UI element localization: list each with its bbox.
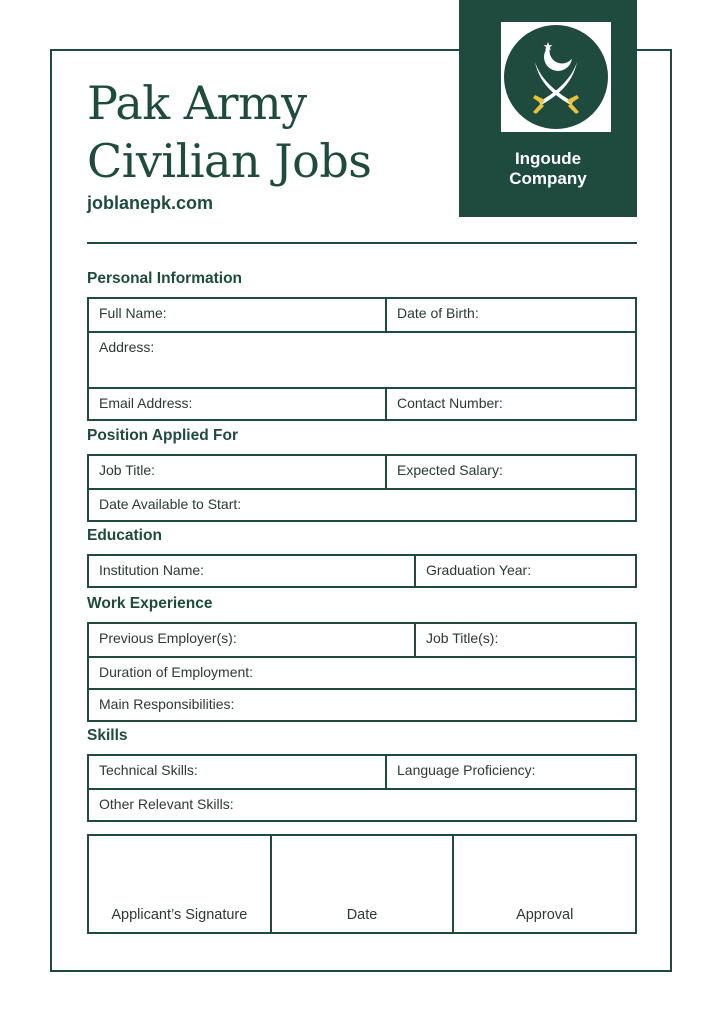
- title-line-2: Civilian Jobs: [87, 134, 372, 188]
- contact-number-field[interactable]: Contact Number:: [385, 389, 635, 419]
- approval-box[interactable]: [452, 836, 635, 932]
- table-row: [89, 624, 635, 656]
- other-skills-field[interactable]: Other Relevant Skills:: [99, 796, 234, 812]
- table-row: [89, 387, 635, 419]
- responsibilities-field[interactable]: Main Responsibilities:: [99, 696, 235, 712]
- job-title-field[interactable]: Job Title:: [99, 462, 156, 478]
- full-name-field[interactable]: Full Name:: [99, 305, 167, 321]
- address-field[interactable]: Address:: [99, 339, 155, 355]
- section-title-position: Position Applied For: [87, 427, 238, 444]
- approval-label: Approval: [516, 907, 574, 923]
- page-title: [87, 74, 371, 190]
- date-available-field[interactable]: Date Available to Start:: [99, 496, 242, 512]
- date-box[interactable]: [270, 836, 453, 932]
- position-table: [87, 454, 637, 522]
- language-proficiency-field[interactable]: Language Proficiency:: [385, 756, 635, 788]
- personal-info-table: [87, 297, 637, 421]
- institution-field[interactable]: Institution Name:: [99, 562, 205, 578]
- section-title-personal: Personal Information: [87, 270, 243, 287]
- title-line-1: Pak Army: [87, 76, 307, 130]
- company-name: [459, 149, 637, 189]
- applicant-signature-box[interactable]: [89, 836, 270, 932]
- table-row: [89, 488, 635, 520]
- previous-employer-field[interactable]: Previous Employer(s):: [99, 630, 237, 646]
- applicant-signature-label: Applicant’s Signature: [111, 907, 248, 923]
- divider: [87, 242, 637, 244]
- technical-skills-field[interactable]: Technical Skills:: [99, 762, 198, 778]
- table-row: [89, 756, 635, 788]
- graduation-year-field[interactable]: Graduation Year:: [414, 556, 635, 586]
- section-title-education: Education: [87, 527, 162, 544]
- logo-box: [501, 22, 611, 132]
- company-line-1: Ingoude: [514, 149, 582, 168]
- table-row: [89, 299, 635, 331]
- section-title-experience: Work Experience: [87, 595, 213, 612]
- email-field[interactable]: Email Address:: [99, 395, 193, 411]
- table-row: [89, 788, 635, 820]
- duration-field[interactable]: Duration of Employment:: [99, 664, 254, 680]
- table-row: [89, 456, 635, 488]
- education-table: [87, 554, 637, 588]
- table-row: [89, 688, 635, 720]
- past-job-title-field[interactable]: Job Title(s):: [414, 624, 635, 656]
- table-row: [89, 556, 635, 586]
- work-experience-table: [87, 622, 637, 722]
- website-link[interactable]: joblanepk.com: [87, 193, 214, 213]
- skills-table: [87, 754, 637, 822]
- expected-salary-field[interactable]: Expected Salary:: [385, 456, 635, 488]
- signature-table: [87, 834, 637, 934]
- date-of-birth-field[interactable]: Date of Birth:: [385, 299, 635, 331]
- date-label: Date: [346, 907, 378, 923]
- company-line-2: Company: [509, 169, 587, 188]
- table-row: [89, 331, 635, 387]
- crescent-star-crossed-swords-icon: [501, 22, 611, 132]
- section-title-skills: Skills: [87, 727, 128, 744]
- table-row: [89, 656, 635, 688]
- logo-panel: [459, 0, 637, 217]
